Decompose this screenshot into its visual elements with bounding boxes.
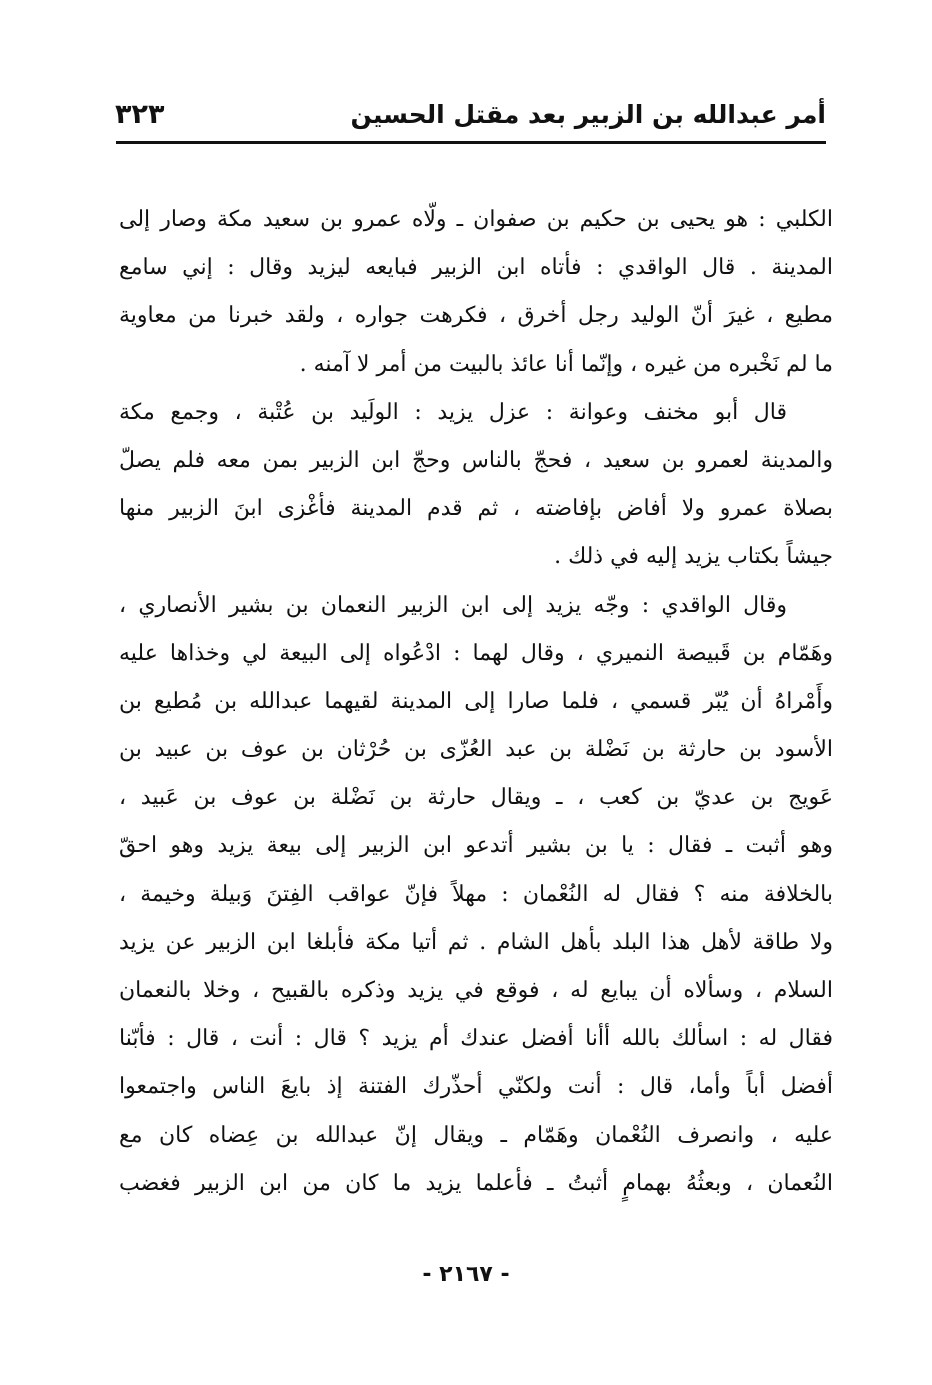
text-line: السلام ، وسألاه أن يبايع له ، فوقع في يزيد وذكره بالقبيح ، وخلا بالنعمان	[119, 978, 833, 1003]
text-line: فقال له : اسألك بالله أأنا أفضل عندك أم يزيد ؟ قال : أنت ، قال : فأبّنا	[119, 1026, 833, 1052]
text-line: وأَمْراهُ أن يُبّر قسمي ، فلما صارا إلى المدينة لقيهما عبدالله بن مُطيع بن	[119, 688, 833, 714]
header-rule	[116, 141, 826, 144]
running-header	[115, 95, 826, 137]
text-line: وهَمّام بن قَبيصة النميري ، وقال لهما : ادْعُواه إلى البيعة لي وخذاها عليه	[119, 640, 833, 666]
text-line: أفضل أباً وأما، قال : أنت ولكنّي أحذّرك الفتنة إذ بايعَ الناس واجتمعوا	[119, 1074, 833, 1100]
text-line: بصلاة عمرو ولا أفاض بإفاضته ، ثم قدم المدينة فأغْزى ابنَ الزبير منها	[119, 496, 833, 522]
text-line: ما لم نَخْبره من غيره ، وإنّما أنا عائذ بالبيت من أمر لا آمنه .	[299, 351, 833, 377]
running-title: أمر عبدالله بن الزبير بعد مقتل الحسين	[350, 100, 826, 129]
text-line: المدينة . قال الواقدي : فأتاه ابن الزبير فبايعه ليزيد وقال : إني سامع	[119, 255, 833, 281]
text-line: الأسود بن حارثة بن نَضْلة بن عبد العُزّى بن حُرْثان بن عوف بن عبيد بن	[119, 737, 833, 763]
page-number: ٣٢٣	[115, 99, 165, 130]
text-line: بالخلافة منه ؟ فقال له النُعْمان : مهلاً فإنّ عواقب الفِتنَ وَبيلة وخيمة ،	[119, 881, 833, 907]
text-line: عَويج بن عديّ بن كعب ، ـ ويقال حارثة بن نَضْلة بن عوف بن عَبيد ،	[119, 785, 833, 811]
text-line: ولا طاقة لأهل هذا البلد بأهل الشام . ثم أتيا مكة فأبلغا ابن الزبير عن يزيد	[119, 929, 833, 955]
text-line: النُعمان ، وبعثُهُ بهمامٍ أثبتُ ـ فأعلما يزيد ما كان من ابن الزبير فغضب	[119, 1170, 833, 1196]
text-line: الكلبي : هو يحيى بن حكيم بن صفوان ـ ولّاه عمرو بن سعيد مكة وصار إلى	[119, 207, 833, 232]
text-line: قال أبو مخنف وعوانة : عزل يزيد : الولَيد بن عُتْبة ، وجمع مكة	[119, 399, 787, 425]
text-line: جيشاً بكتاب يزيد إليه في ذلك .	[554, 544, 833, 570]
text-line: وهو أثبت ـ فقال : يا بن بشير أتدعو ابن الزبير إلى بيعة يزيد وهو احقّ	[119, 833, 833, 859]
text-line: وقال الواقدي : وجّه يزيد إلى ابن الزبير النعمان بن بشير الأنصاري ،	[119, 592, 787, 618]
footer-page-number: - ٢١٦٧ -	[422, 1262, 510, 1287]
text-line: عليه ، وانصرف النُعْمان وهَمّام ـ ويقال إنّ عبدالله بن عِضاه كان مع	[119, 1122, 833, 1148]
text-line: مطيع ، غيرَ أنّ الوليد رجل أخرق ، فكرهت جواره ، ولقد خبرنا من معاوية	[119, 303, 833, 329]
text-line: والمدينة لعمرو بن سعيد ، فحجّ بالناس وحجّ ابن الزبير بمن معه فلم يصلّ	[119, 447, 833, 473]
body-text	[119, 196, 833, 1208]
